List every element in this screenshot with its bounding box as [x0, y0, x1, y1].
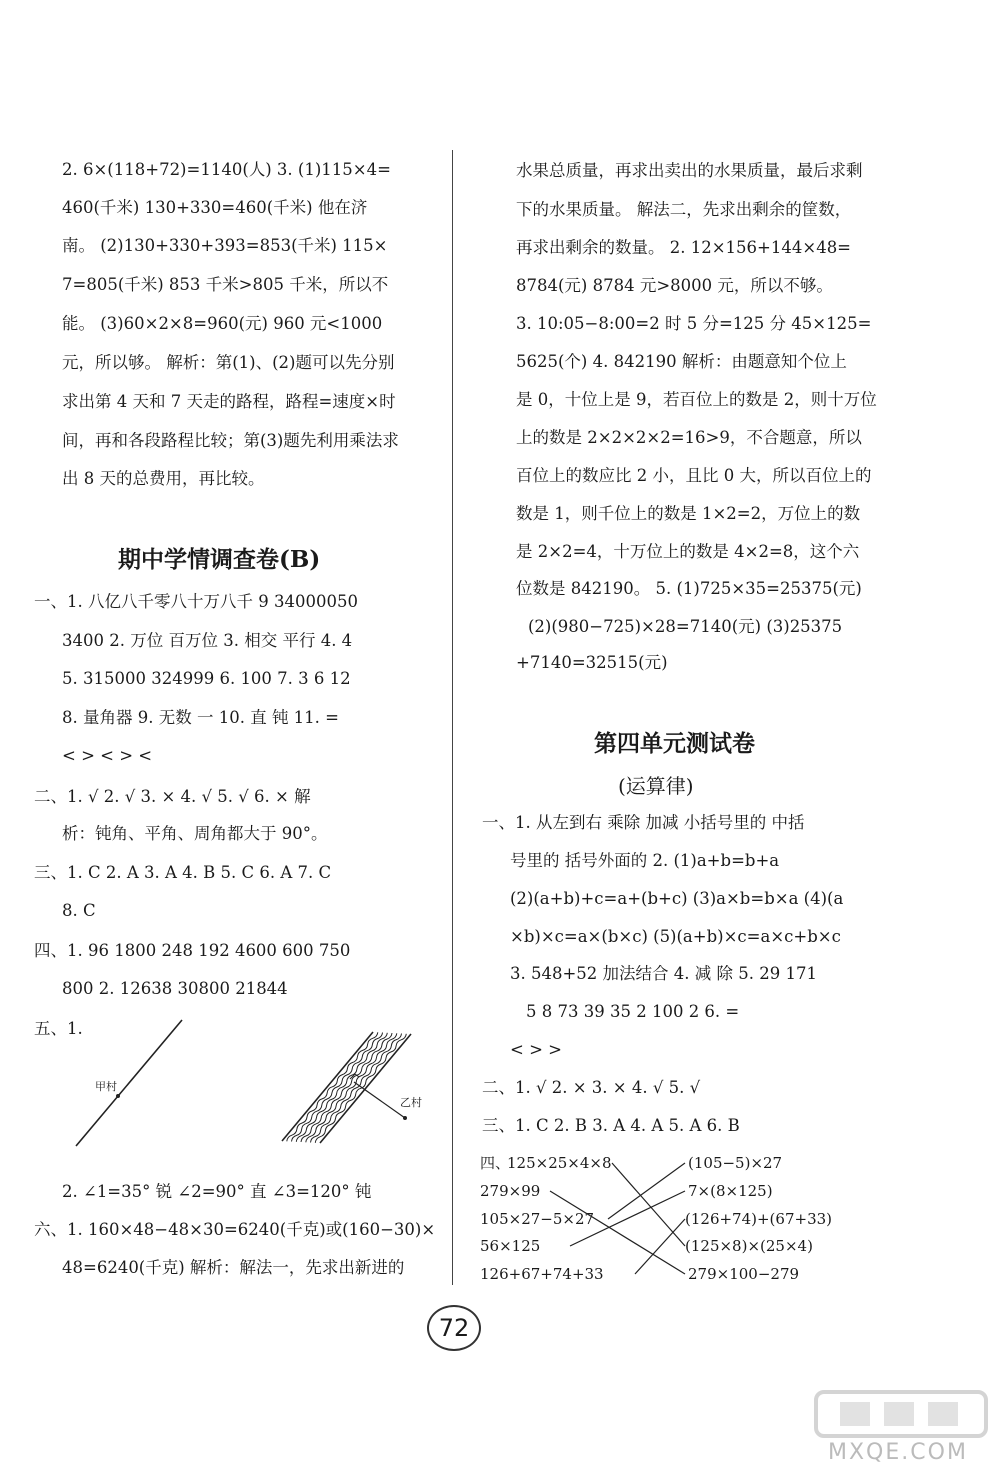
matching-right-1: (105−5)×27: [688, 1154, 783, 1172]
answer-line: 二、1. √ 2. × 3. × 4. √ 5. √: [482, 1078, 701, 1097]
matching-left-5: 126+67+74+33: [480, 1265, 604, 1283]
answer-line: (2)(a+b)+c=a+(b+c) (3)a×b=b×a (4)(a: [510, 889, 844, 908]
section-subtitle-unit4: (运算律): [618, 774, 694, 798]
column-divider: [452, 150, 453, 1285]
answer-line: 数是 1，则千位上的数是 1×2=2，万位上的数: [516, 504, 861, 523]
page-number: 72: [427, 1305, 481, 1351]
answer-line: 3. 548+52 加法结合 4. 减 除 5. 29 171: [510, 964, 817, 983]
answer-line: 5. 315000 324999 6. 100 7. 3 6 12: [62, 669, 351, 688]
answer-line: 能。 (3)60×2×8=960(元) 960 元<1000: [62, 314, 383, 333]
answer-line: 8. C: [62, 901, 96, 920]
river-wave-line: [301, 1033, 392, 1142]
answer-line: 2. 6×(118+72)=1140(人) 3. (1)115×4=: [62, 160, 391, 179]
answer-line: 一、1. 从左到右 乘除 加减 小括号里的 中括: [482, 813, 805, 832]
river-village-figure: [60, 1015, 450, 1165]
answer-line: 水果总质量，再求出卖出的水果质量，最后求剩: [516, 161, 863, 180]
answer-line: 五、1.: [34, 1019, 83, 1038]
answer-line: 元，所以够。 解析：第(1)、(2)题可以先分别: [62, 353, 395, 372]
river-wave-line: [311, 1034, 402, 1143]
section-title-unit4: 第四单元测试卷: [594, 730, 755, 757]
answer-line: 7=805(千米) 853 千米>805 千米，所以不: [62, 275, 389, 294]
answer-line: 下的水果质量。 解法二，先求出剩余的筐数，: [516, 200, 852, 219]
river-wave-line: [306, 1033, 397, 1142]
left-bank-line: [76, 1020, 182, 1146]
answer-line: 是 0，十位上是 9，若百位上的数是 2，则十万位: [516, 390, 877, 409]
village-yi-label: 乙村: [400, 1096, 422, 1109]
answer-line: ×b)×c=a×(b×c) (5)(a+b)×c=a×c+b×c: [510, 927, 841, 946]
answer-line: 出 8 天的总费用，再比较。: [62, 469, 265, 488]
answer-line: +7140=32515(元): [516, 653, 668, 672]
answer-line: 三、1. C 2. A 3. A 4. B 5. C 6. A 7. C: [34, 863, 332, 882]
village-yi-point: [403, 1116, 407, 1120]
answer-line: 5625(个) 4. 842190 解析：由题意知个位上: [516, 352, 847, 371]
perpendicular-line: [354, 1082, 405, 1118]
matching-right-5: 279×100−279: [688, 1265, 800, 1283]
answer-line: 上的数是 2×2×2×2=16>9，不合题意，所以: [516, 428, 862, 447]
answer-line: 3. 10:05−8:00=2 时 5 分=125 分 45×125=: [516, 314, 872, 333]
answer-line: 一、1. 八亿八千零八十万八千 9 34000050: [34, 592, 358, 611]
village-jia-label: 甲村: [95, 1080, 117, 1093]
answer-line: 再求出剩余的数量。 2. 12×156+144×48=: [516, 238, 852, 257]
answer-line: 三、1. C 2. B 3. A 4. A 5. A 6. B: [482, 1116, 740, 1135]
matching-left-1: 125×25×4×8: [507, 1154, 612, 1172]
answer-line: 是 2×2=4，十万位上的数是 4×2=8，这个六: [516, 542, 860, 561]
village-jia-point: [116, 1094, 120, 1098]
answer-line: 800 2. 12638 30800 21844: [62, 979, 288, 998]
answer-line: 二、1. √ 2. √ 3. × 4. √ 5. √ 6. × 解: [34, 787, 311, 806]
answer-line: 析：钝角、平角、周角都大于 90°。: [62, 824, 328, 843]
answer-line: 8784(元) 8784 元>8000 元，所以不够。: [516, 276, 833, 295]
matching-left-3: 105×27−5×27: [480, 1210, 595, 1228]
answer-line: (2)(980−725)×28=7140(元) (3)25375: [528, 617, 843, 636]
matching-prefix: 四、: [480, 1154, 511, 1172]
section-title-midterm-b: 期中学情调查卷(B): [118, 546, 321, 573]
river-wave-line: [296, 1033, 387, 1142]
matching-right-2: 7×(8×125): [688, 1182, 773, 1200]
answer-line: 号里的 括号外面的 2. (1)a+b=b+a: [510, 851, 780, 870]
answer-line: < > >: [510, 1040, 562, 1059]
matching-right-4: (125×8)×(25×4): [685, 1237, 813, 1255]
answer-line: 求出第 4 天和 7 天走的路程，路程=速度×时: [62, 392, 396, 411]
answer-line: 8. 量角器 9. 无数 一 10. 直 钝 11. =: [62, 708, 339, 727]
answer-line: 5 8 73 39 35 2 100 2 6. =: [526, 1002, 740, 1021]
answer-line: 位数是 842190。 5. (1)725×35=25375(元): [516, 579, 862, 598]
answer-line: 2. ∠1=35° 锐 ∠2=90° 直 ∠3=120° 钝: [62, 1182, 372, 1201]
watermark-text: MXQE.COM: [828, 1440, 968, 1465]
match-line: [612, 1163, 685, 1246]
river-wave-line: [292, 1033, 383, 1142]
answer-line: 间，再和各段路程比较；第(3)题先利用乘法求: [62, 431, 399, 450]
answer-line: 3400 2. 万位 百万位 3. 相交 平行 4. 4: [62, 631, 353, 650]
river-waves: [287, 1032, 407, 1143]
answer-line: < > < > <: [62, 746, 153, 765]
matching-right-3: (126+74)+(67+33): [685, 1210, 833, 1228]
match-line: [635, 1219, 685, 1274]
matching-left-2: 279×99: [480, 1182, 541, 1200]
answer-line: 六、1. 160×48−48×30=6240(千克)或(160−30)×: [34, 1220, 436, 1239]
matching-left-4: 56×125: [480, 1237, 541, 1255]
answer-line: 南。 (2)130+330+393=853(千米) 115×: [62, 236, 388, 255]
matching-figure: [480, 1150, 880, 1285]
match-line: [550, 1191, 685, 1274]
answer-line: 460(千米) 130+330=460(千米) 他在济: [62, 198, 368, 217]
answer-line: 48=6240(千克) 解析：解法一，先求出新进的: [62, 1258, 405, 1277]
answer-line: 四、1. 96 1800 248 192 4600 600 750: [34, 941, 351, 960]
answer-line: 百位上的数应比 2 小，且比 0 大，所以百位上的: [516, 466, 872, 485]
